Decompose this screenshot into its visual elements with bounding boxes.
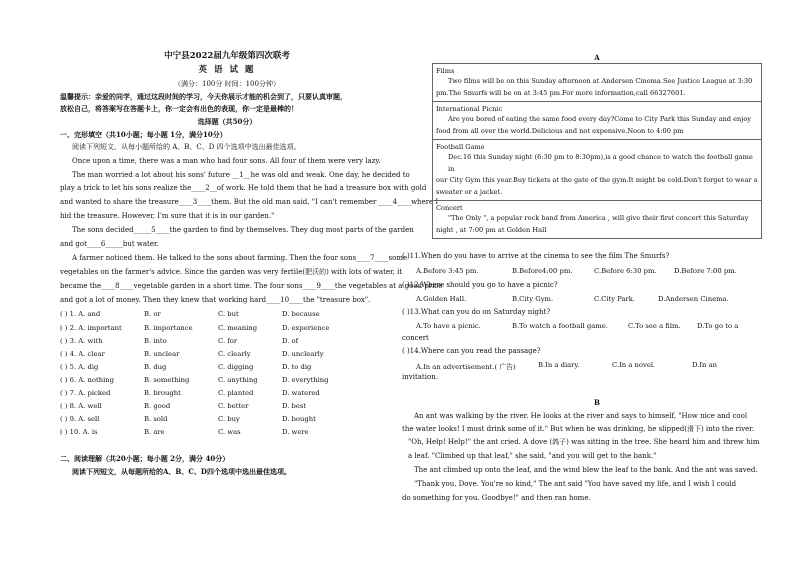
- ad-picnic: [433, 102, 762, 140]
- notice-line-2: 放松自己，将答案写在答题卡上，你一定会有出色的表现，你一定是最棒的！: [60, 104, 298, 113]
- ads-table: [432, 63, 762, 239]
- option-a[interactable]: ( ) 8. A. well: [60, 402, 102, 410]
- option-d[interactable]: D. of: [282, 337, 299, 345]
- option-d[interactable]: D. were: [282, 428, 309, 436]
- option-c[interactable]: C. better: [218, 402, 249, 410]
- option-c[interactable]: C.Before 6:30 pm.: [594, 267, 657, 275]
- option-a[interactable]: ( ) 2. A. important: [60, 324, 122, 332]
- passage-b-line: An ant was walking by the river. He looks at the river and says to himself, "How nice and cool: [414, 412, 748, 420]
- option-a[interactable]: ( ) 5. A. dig: [60, 363, 99, 371]
- passage-b-line: a leaf. "Climbed up that leaf," she said, "and you will get to the bank.": [408, 452, 657, 460]
- option-a[interactable]: A.To have a picnic.: [416, 322, 481, 330]
- option-c[interactable]: C. anything: [218, 376, 258, 384]
- passage-line: and wanted to share the treasure____3____them. But the old man said, "I can't remember ____4____where I: [60, 198, 439, 206]
- part-a-label: A: [594, 53, 600, 62]
- option-a[interactable]: ( ) 1. A. and: [60, 310, 101, 318]
- ad-line: sweater or a jacket.: [436, 187, 503, 196]
- option-a[interactable]: A.Golden Hall.: [416, 295, 467, 303]
- passage-b-line: the water looks! I must drink some of it." But when he was drinking, he slipped(滑下) into the river.: [402, 425, 755, 433]
- option-c[interactable]: C.In a novel.: [612, 361, 656, 369]
- ad-football: [433, 140, 762, 201]
- passage-b-line: The ant climbed up onto the leaf, and the wind blew the leaf to the bank. And the ant was saved.: [414, 466, 758, 474]
- passage-b-line: "Oh, Help! Help!" the ant cried. A dove (鸽子) was sitting in the tree. She heard him and threw him: [408, 438, 760, 446]
- ad-line: food from all over the world.Delicious and not expensive.Noon to 4:00 pm: [436, 126, 684, 135]
- ad-concert: [433, 201, 762, 239]
- passage-line: The man worried a lot about his sons' future __1__he was old and weak. One day, he decided to: [72, 171, 410, 179]
- passage-b-line: do something for you. Goodbye!" and then ran home.: [402, 494, 591, 502]
- option-b[interactable]: B. importance: [144, 324, 193, 332]
- option-d[interactable]: D. experience: [282, 324, 330, 332]
- option-b[interactable]: B.Before4:00 pm.: [512, 267, 573, 275]
- option-a[interactable]: ( ) 6. A. nothing: [60, 376, 114, 384]
- passage-line: Once upon a time, there was a man who had four sons. All four of them were very lazy.: [72, 157, 381, 165]
- ad-heading: Football Game: [436, 143, 485, 151]
- option-b[interactable]: B. or: [144, 310, 161, 318]
- ad-line: Two films will be on this Sunday afternoon at Andersen Cinema.See Justice League at 3:30: [448, 77, 753, 85]
- score-time: （满分：100分 时间：100分钟）: [174, 80, 280, 88]
- option-b[interactable]: B. something: [144, 376, 190, 384]
- passage-line: and got____6_____but water.: [60, 240, 159, 248]
- question-11: ( )11.When do you have to arrive at the cinema to see the film The Smurfs?: [402, 252, 670, 260]
- section1-title: 一、完形填空（共10小题；每小题 1分，满分10分）: [60, 130, 227, 139]
- question-14: ( )14.Where can you read the passage?: [402, 347, 541, 355]
- option-d[interactable]: D. best: [282, 402, 307, 410]
- choice-header: 选择题（共50分）: [197, 117, 257, 126]
- passage-line: vegetables on the farmer's advice. Since the garden was very fertile(肥沃的) with lots of water, it: [60, 268, 403, 276]
- option-d[interactable]: D.To go to a: [697, 322, 739, 330]
- option-a[interactable]: ( ) 9. A. sell: [60, 415, 100, 423]
- section2-instructions: 阅读下列短文，从每题所给的A、B、C、D四个选项中选出最佳选项。: [72, 467, 291, 476]
- option-d[interactable]: D.In an: [692, 361, 718, 369]
- passage-line: play a trick to let his sons realize the____2__of work. He told them that he had a treasure box with gold: [60, 184, 427, 192]
- option-c[interactable]: C. but: [218, 310, 239, 318]
- option-d[interactable]: D. unclearly: [282, 350, 324, 358]
- option-c[interactable]: C. digging: [218, 363, 254, 371]
- ad-films: [433, 64, 762, 102]
- option-c[interactable]: C. meaning: [218, 324, 258, 332]
- passage-b-line: "Thank you, Dove. You're so kind," The ant said "You have saved my life, and I wish I could: [414, 480, 737, 488]
- option-c[interactable]: C.To see a film.: [628, 322, 681, 330]
- exam-subtitle: 英 语 试 题: [198, 65, 256, 75]
- section2-title: 二、阅读理解（共20小题；每小题 2分，满分 40分）: [60, 454, 230, 463]
- section1-instructions: 阅读下列短文，从每小题所给的 A、B、C、D 四个选项中选出最佳选项。: [72, 143, 301, 151]
- option-c[interactable]: C. clearly: [218, 350, 251, 358]
- option-b[interactable]: B.City Gym.: [512, 295, 554, 303]
- option-b[interactable]: B.In a diary.: [538, 361, 580, 369]
- notice-line-1: 温馨提示：亲爱的同学，通过这段时间的学习，今天你展示才能的机会到了，只要认真审题，: [60, 92, 347, 101]
- option-b[interactable]: B. unclear: [144, 350, 180, 358]
- option-c[interactable]: C.City Park.: [594, 295, 636, 303]
- ad-line: our City Gym this year.Buy tickets at the gate of the gym.It might be cold.Don't forget to wear a: [436, 176, 758, 184]
- option-a[interactable]: ( ) 3. A. with: [60, 337, 103, 345]
- option-b[interactable]: B. are: [144, 428, 165, 436]
- ad-heading: Concert: [436, 204, 463, 212]
- passage-line: became the____8____vegetable garden in a short time. The four sons____9____the vegetables at a good price: [60, 282, 443, 290]
- ad-heading: Films: [436, 67, 455, 75]
- option-a[interactable]: A.In an advertisement.( 广告): [416, 363, 516, 371]
- option-b[interactable]: B. into: [144, 337, 167, 345]
- option-d[interactable]: D. bought: [282, 415, 316, 423]
- option-d[interactable]: D. because: [282, 310, 320, 318]
- passage-line: hid the treasure. However, I'm sure that it is in our garden.": [60, 212, 275, 220]
- ad-line: pm.The Smurfs will be on at 3:45 pm.For more information,call 66327601.: [436, 88, 686, 97]
- option-d[interactable]: D.Andersen Cinema.: [658, 295, 729, 303]
- ad-heading: International Picnic: [436, 105, 503, 113]
- ad-line: Dec.16 this Sunday night (6:30 pm to 8:30pm),is a good chance to watch the football game in: [448, 153, 753, 173]
- option-d[interactable]: D.Before 7:00 pm.: [674, 267, 737, 275]
- option-a[interactable]: ( ) 7. A. picked: [60, 389, 111, 397]
- option-b[interactable]: B. sold: [144, 415, 168, 423]
- exam-title: 中宁县2022届九年级第四次联考: [164, 51, 290, 61]
- option-a[interactable]: ( ) 4. A. clear: [60, 350, 105, 358]
- passage-line: A farmer noticed them. He talked to the sons about farming. Then the four sons____7____some: [72, 254, 408, 262]
- ad-line: night , at 7:00 pm at Golden Hall: [436, 225, 547, 234]
- question-13-continued: concert: [402, 334, 429, 342]
- option-d[interactable]: D. to dig: [282, 363, 312, 371]
- option-b[interactable]: B.To watch a football game.: [512, 322, 608, 330]
- option-d[interactable]: D. everything: [282, 376, 329, 384]
- option-d[interactable]: D. watered: [282, 389, 320, 397]
- passage-line: The sons decided_____5____the garden to find by themselves. They dug most parts of the garden: [72, 226, 414, 234]
- passage-line: and got a lot of money. Then they knew that working hard____10____the "treasure box".: [60, 296, 371, 304]
- option-b[interactable]: B. brought: [144, 389, 181, 397]
- option-c[interactable]: C. buy: [218, 415, 240, 423]
- option-b[interactable]: B. good: [144, 402, 171, 410]
- question-12: ( )12.Where should you go to have a picnic?: [402, 281, 558, 289]
- question-14-continued: invitation.: [402, 373, 438, 381]
- ad-line: Are you bored of eating the same food every day?Come to City Park this Sunday and enjoy: [448, 115, 752, 123]
- question-13: ( )13.What can you do on Saturday night?: [402, 308, 551, 316]
- option-c[interactable]: C. for: [218, 337, 238, 345]
- option-c[interactable]: C. was: [218, 428, 241, 436]
- part-b-label: B: [594, 398, 600, 407]
- option-a[interactable]: A.Before 3:45 pm.: [416, 267, 479, 275]
- option-b[interactable]: B. dug: [144, 363, 167, 371]
- ad-line: "The Only ", a popular rock band from America , will give their first concert this Saturday: [448, 214, 749, 222]
- option-a[interactable]: ( ) 10. A. is: [60, 428, 98, 436]
- option-c[interactable]: C. planted: [218, 389, 254, 397]
